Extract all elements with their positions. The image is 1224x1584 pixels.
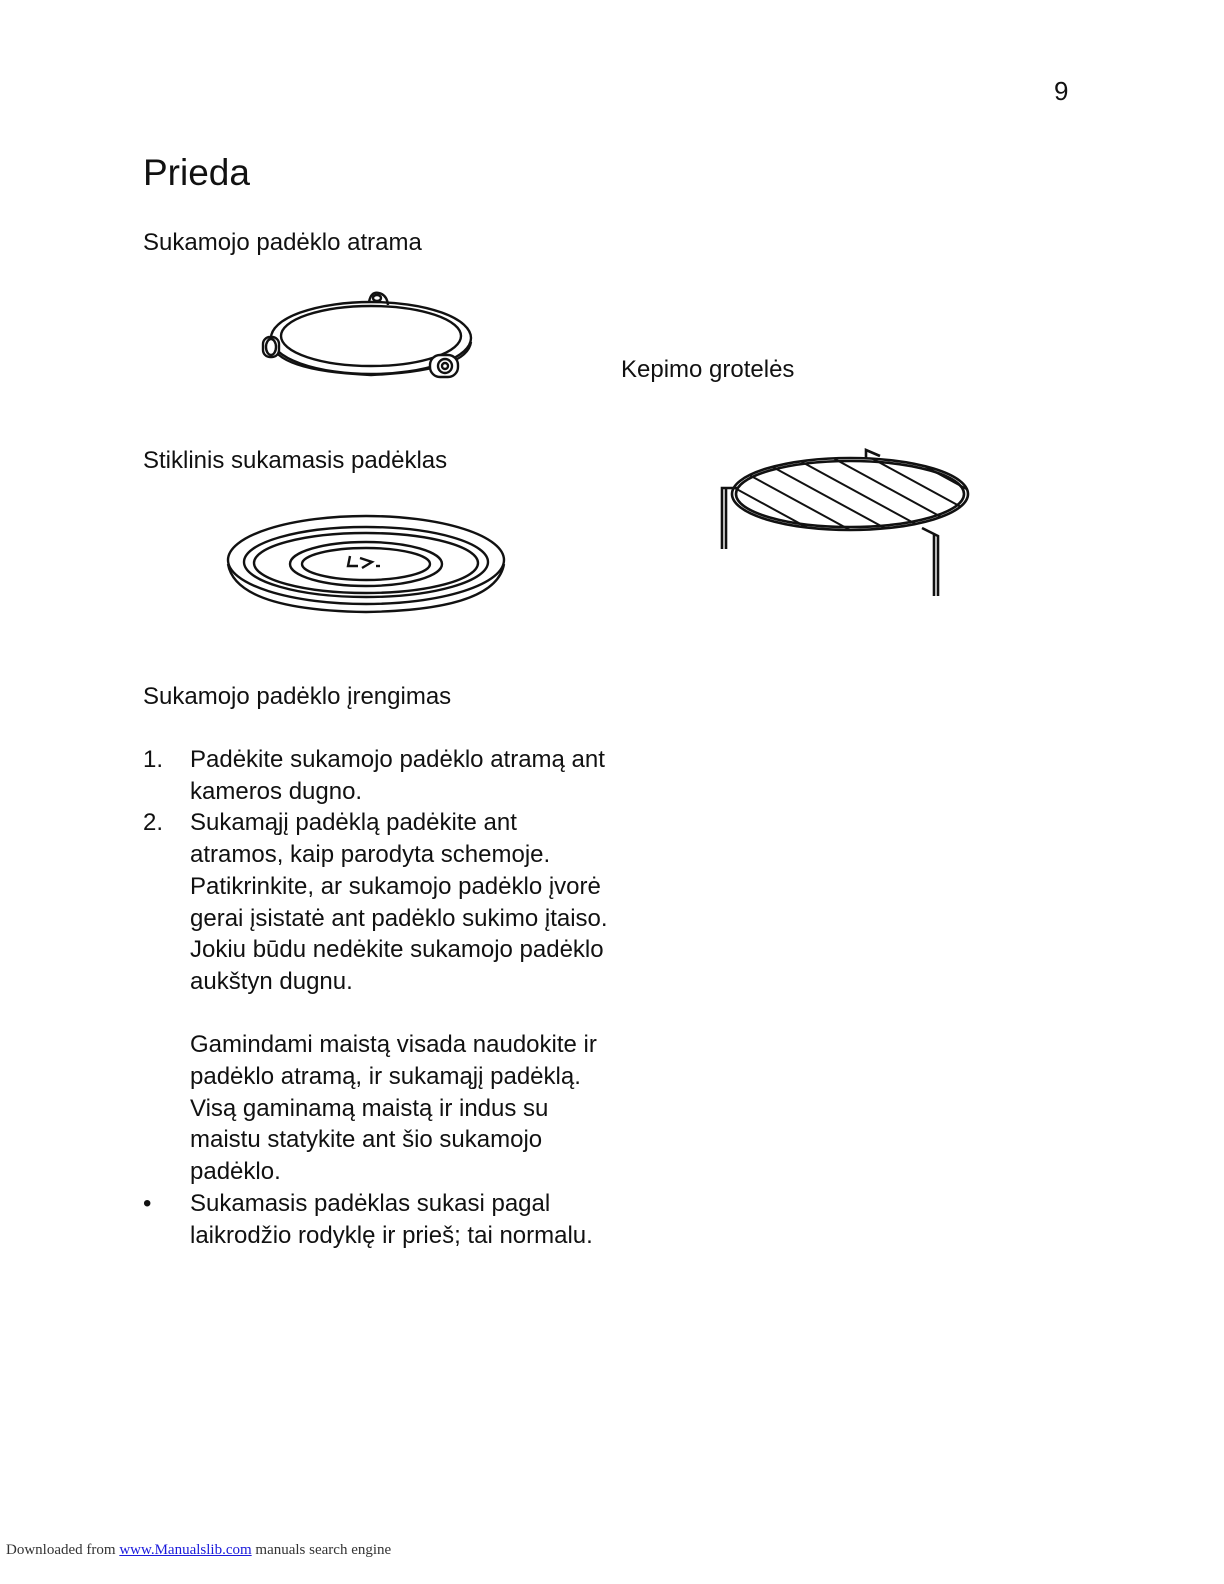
step-text: Sukamąjį padėklą padėkite ant atramos, kaip parodyta schemoje. Patikrinkite, ar sukamojo padėklo įvorė gerai įsistatė ant padėklo sukimo įtaiso. Jokiu būdu nedėkite sukamojo padėklo aukštyn dugnu. [190,809,608,995]
list-item [143,807,613,997]
footer [6,1542,391,1559]
list-item [143,1188,613,1251]
usage-note: Gamindami maistą visada naudokite ir padėklo atramą, ir sukamąjį padėklą. [190,1031,597,1091]
installation-steps [143,744,613,1251]
bullet-text: Sukamasis padėklas sukasi pagal laikrodžio rodyklę ir prieš; tai normalu. [190,1189,593,1249]
grill-rack-caption: Kepimo grotelės [621,356,795,383]
step-text: Padėkite sukamojo padėklo atramą ant kameros dugno. [190,746,605,805]
glass-tray-caption: Stiklinis sukamasis padėklas [143,447,448,474]
placement-note: Visą gaminamą maistą ir indus su maistu statykite ant šio sukamojo padėklo. [190,1094,549,1186]
installation-heading: Sukamojo padėklo įrengimas [143,683,452,710]
support-caption: Sukamojo padėklo atrama [143,229,422,256]
page-number: 9 [1054,76,1069,106]
list-item [143,744,613,807]
glass-turntable-icon [220,510,520,620]
footer-prefix: Downloaded from [6,1542,116,1558]
turntable-support-ring-icon [255,285,485,385]
step-number: 1. [143,746,164,773]
grill-rack-icon [716,446,976,601]
step-number: 2. [143,809,164,837]
bullet-marker: • [143,1189,152,1217]
page-title: Prieda [143,152,250,193]
manualslib-link[interactable]: www.Manualslib.com [119,1542,252,1558]
footer-suffix: manuals search engine [255,1542,392,1558]
